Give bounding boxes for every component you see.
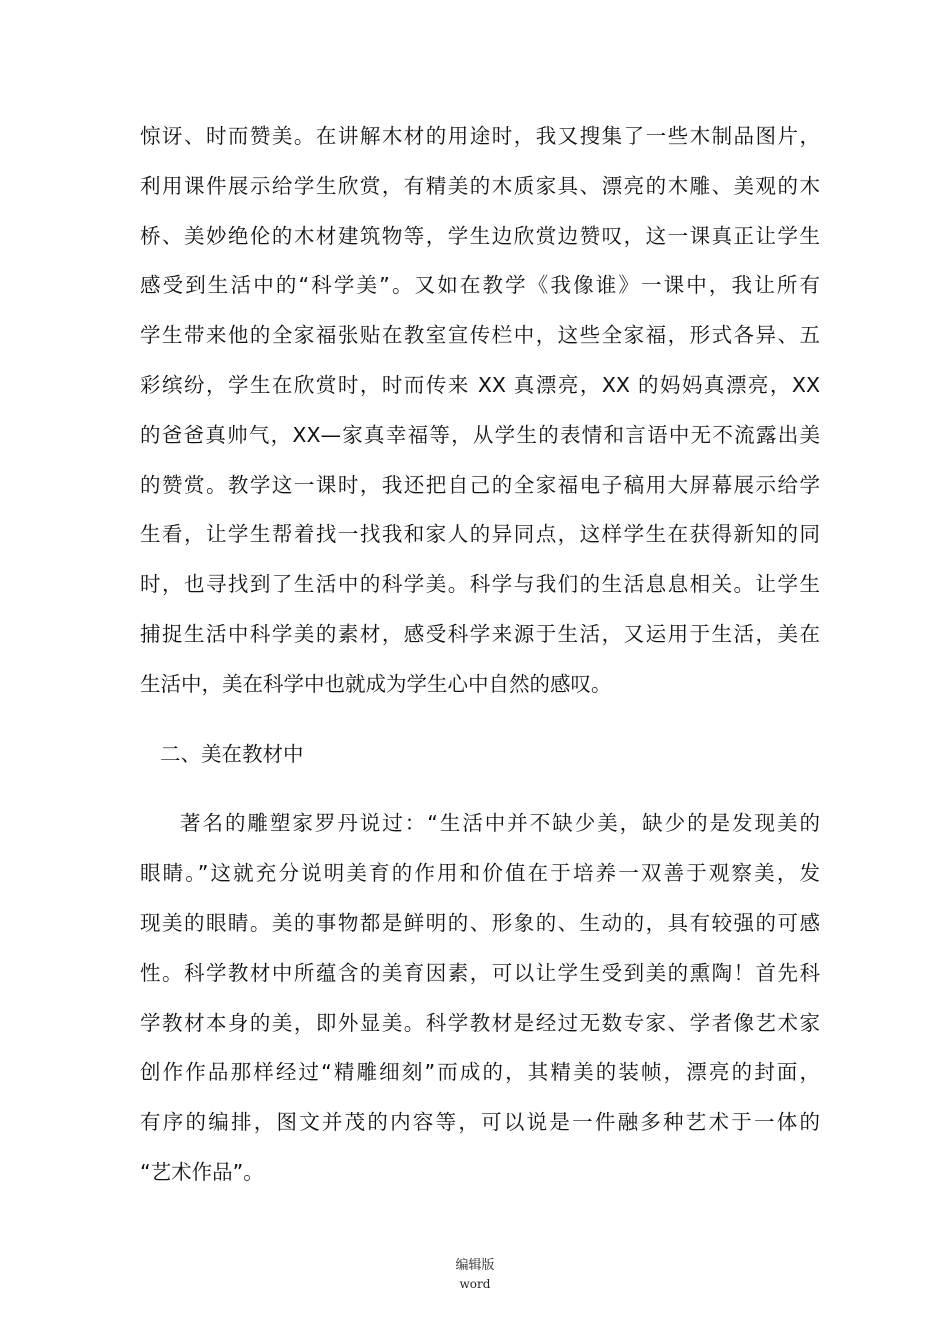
document-body bbox=[140, 112, 820, 1198]
paragraph-spacer bbox=[140, 710, 820, 730]
paragraph-spacer bbox=[140, 779, 820, 799]
text-line: 有序的编排，图文并茂的内容等，可以说是一件融多种艺术于一体的 bbox=[140, 1110, 820, 1135]
text-line: 惊讶、时而赞美。在讲解木材的用途时，我又搜集了一些木制品图片， bbox=[140, 124, 820, 148]
text-line: 眼睛。”这就充分说明美育的作用和价值在于培养一双善于观察美，发 bbox=[140, 861, 820, 886]
text-line: 感受到生活中的“科学美”。又如在教学《我像谁》一课中，我让所有 bbox=[140, 273, 820, 298]
text-line: 学生带来他的全家福张贴在教室宣传栏中，这些全家福，形式各异、五 bbox=[140, 323, 820, 348]
text-line: 桥、美妙绝伦的木材建筑物等，学生边欣赏边赞叹，这一课真正让学生 bbox=[140, 223, 820, 248]
text-line: 利用课件展示给学生欣赏，有精美的木质家具、漂亮的木雕、美观的木 bbox=[140, 173, 820, 198]
text-line: 性。科学教材中所蕴含的美育因素，可以让学生受到美的熏陶！首先科 bbox=[140, 960, 820, 985]
footer-edition-label: 编辑版 bbox=[455, 1258, 495, 1273]
text-line: 时，也寻找到了生活中的科学美。科学与我们的生活息息相关。让学生 bbox=[140, 572, 820, 597]
text-line: 创作作品那样经过“精雕细刻”而成的，其精美的装帧，漂亮的封面， bbox=[140, 1060, 820, 1085]
section-heading: 二、美在教材中 bbox=[160, 741, 304, 766]
paragraph-1 bbox=[140, 112, 820, 710]
text-line: 生看，让学生帮着找一找我和家人的异同点，这样学生在获得新知的同 bbox=[140, 522, 820, 547]
text-line: 现美的眼睛。美的事物都是鲜明的、形象的、生动的，具有较强的可感 bbox=[140, 910, 820, 935]
text-line: 的赞赏。教学这一课时，我还把自己的全家福电子稿用大屏幕展示给学 bbox=[140, 472, 820, 497]
text-line: 彩缤纷，学生在欣赏时，时而传来 XX 真漂亮，XX 的妈妈真漂亮，XX bbox=[140, 372, 820, 397]
text-line: 学教材本身的美，即外显美。科学教材是经过无数专家、学者像艺术家 bbox=[140, 1010, 820, 1035]
text-line: 生活中，美在科学中也就成为学生心中自然的感叹。 bbox=[140, 671, 612, 696]
text-line: 捕捉生活中科学美的素材，感受科学来源于生活，又运用于生活，美在 bbox=[140, 621, 820, 646]
footer-format-label: word bbox=[459, 1277, 491, 1291]
text-line: 著名的雕塑家罗丹说过：“生活中并不缺少美，缺少的是发现美的 bbox=[180, 811, 820, 836]
paragraph-2 bbox=[140, 799, 820, 1197]
text-line: 的爸爸真帅气，XX—家真幸福等，从学生的表情和言语中无不流露出美 bbox=[140, 422, 820, 447]
text-line: “艺术作品”。 bbox=[140, 1159, 264, 1184]
